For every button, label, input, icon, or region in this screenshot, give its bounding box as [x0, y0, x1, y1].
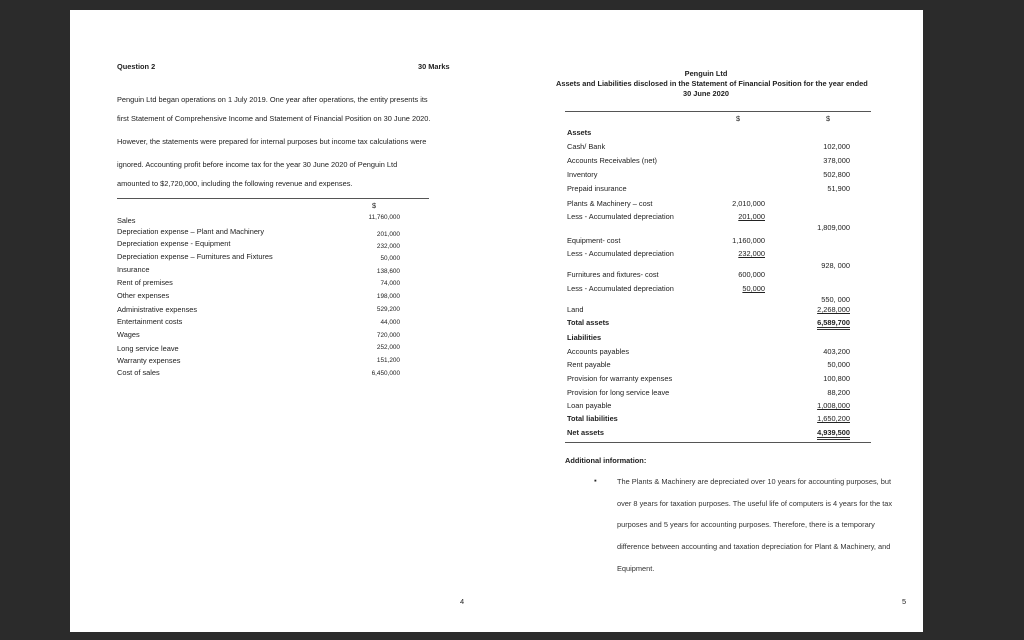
col-header-1: $: [736, 114, 741, 123]
row-value: 232,000: [738, 249, 765, 258]
intro-line-2: first Statement of Comprehensive Income and Statement of Financial Position on 30 June 2020.: [117, 114, 431, 123]
col-header-2: $: [826, 114, 831, 123]
expense-value: 6,450,000: [371, 370, 400, 377]
row-label: Plants & Machinery – cost: [567, 199, 653, 208]
row-value: 50,000: [742, 284, 765, 293]
row-value: 2,010,000: [732, 199, 765, 208]
expense-label: Wages: [117, 330, 140, 339]
row-value: 201,000: [738, 212, 765, 221]
row-value: 1,650,200: [817, 414, 850, 423]
page-4: [70, 10, 496, 632]
document-spread: [70, 10, 923, 632]
page-number: 5: [902, 597, 907, 606]
row-value: 1,809,000: [817, 223, 850, 232]
intro-line-1: Penguin Ltd began operations on 1 July 2019. One year after operations, the entity presents its: [117, 95, 428, 104]
row-value: 502,800: [823, 170, 850, 179]
expense-label: Depreciation expense – Plant and Machinery: [117, 227, 265, 236]
row-value: 102,000: [823, 142, 850, 151]
expense-value: 529,200: [376, 306, 400, 313]
expense-label: Other expenses: [117, 291, 170, 300]
row-label: Net assets: [567, 428, 604, 437]
info-line-2: over 8 years for taxation purposes. The useful life of computers is 4 years for the tax: [617, 499, 893, 508]
expense-value: 252,000: [376, 344, 400, 351]
currency-header: $: [372, 201, 377, 210]
statement-subtitle: Assets and Liabilities disclosed in the Statement of Financial Position for the year ended: [556, 79, 868, 88]
expense-value: 138,600: [376, 268, 400, 275]
intro-line-4: ignored. Accounting profit before income tax for the year 30 June 2020 of Penguin Ltd: [117, 160, 398, 169]
row-value: 928, 000: [821, 261, 850, 270]
row-label: Total liabilities: [567, 414, 618, 423]
expense-label: Long service leave: [117, 344, 179, 353]
total-assets-value: 6,589,700: [796, 318, 850, 327]
expense-label: Administrative expenses: [117, 305, 198, 314]
expense-label: Warranty expenses: [117, 356, 181, 365]
question-label: Question 2: [117, 62, 156, 71]
assets-heading: Assets: [567, 128, 592, 137]
expense-value: 11,760,000: [368, 214, 400, 221]
expense-label: Insurance: [117, 265, 150, 274]
expense-value: 198,000: [376, 293, 400, 300]
company-title: Penguin Ltd: [684, 69, 728, 78]
row-value: 378,000: [823, 156, 850, 165]
row-value: 550, 000: [821, 295, 850, 304]
table-top-rule: [117, 198, 429, 199]
row-label: Prepaid insurance: [567, 184, 627, 193]
row-label: Cash/ Bank: [567, 142, 606, 151]
statement-date: 30 June 2020: [682, 89, 730, 98]
expense-value: 74,000: [380, 280, 400, 287]
row-label: Provision for long service leave: [567, 388, 670, 397]
row-value: 50,000: [827, 360, 850, 369]
row-label: Less - Accumulated depreciation: [567, 212, 674, 221]
expense-label: Depreciation expense - Equipment: [117, 239, 231, 248]
expense-value: 151,200: [376, 357, 400, 364]
net-assets-value: 4,939,500: [796, 428, 850, 437]
expense-label: Depreciation expense – Furnitures and Fixtures: [117, 252, 273, 261]
info-line-4: difference between accounting and taxation depreciation for Plant & Machinery, and: [617, 542, 891, 551]
row-label: Accounts payables: [567, 347, 630, 356]
additional-heading: Additional information:: [565, 456, 647, 465]
expense-label: Cost of sales: [117, 368, 160, 377]
row-label: Accounts Receivables (net): [567, 156, 657, 165]
statement-top-rule: [565, 111, 871, 112]
row-label: Land: [567, 305, 584, 314]
expense-value: 232,000: [376, 243, 400, 250]
intro-line-5: amounted to $2,720,000, including the following revenue and expenses.: [117, 179, 353, 188]
expense-label: Entertainment costs: [117, 317, 183, 326]
row-label: Furnitures and fixtures- cost: [567, 270, 659, 279]
row-label: Less - Accumulated depreciation: [567, 284, 674, 293]
row-label: Less - Accumulated depreciation: [567, 249, 674, 258]
expense-value: 44,000: [380, 319, 400, 326]
info-line-1: The Plants & Machinery are depreciated over 10 years for accounting purposes, but: [617, 477, 892, 486]
info-line-5: Equipment.: [617, 564, 655, 573]
bullet-icon: ▪: [594, 476, 597, 485]
expense-label: Rent of premises: [117, 278, 173, 287]
marks-label: 30 Marks: [418, 62, 450, 71]
page-5: [496, 10, 923, 632]
row-value: 100,800: [823, 374, 850, 383]
page-number: 4: [460, 597, 465, 606]
info-line-3: purposes and 5 years for accounting purposes. Therefore, there is a temporary: [617, 520, 875, 529]
row-label: Loan payable: [567, 401, 612, 410]
row-label: Inventory: [567, 170, 598, 179]
expense-value: 201,000: [376, 231, 400, 238]
row-value: 600,000: [738, 270, 765, 279]
intro-line-3: However, the statements were prepared for internal purposes but income tax calculations were: [117, 137, 427, 146]
row-label: Liabilities: [567, 333, 602, 342]
row-value: 88,200: [827, 388, 850, 397]
statement-bottom-rule: [565, 442, 871, 443]
row-label: Provision for warranty expenses: [567, 374, 673, 383]
row-value: 403,200: [823, 347, 850, 356]
row-label: Total assets: [567, 318, 610, 327]
expense-label: Sales: [117, 216, 136, 225]
row-value: 2,268,000: [817, 305, 850, 314]
expense-value: 50,000: [380, 255, 400, 262]
row-value: 51,900: [827, 184, 850, 193]
row-label: Equipment- cost: [567, 236, 621, 245]
row-value: 1,160,000: [732, 236, 765, 245]
row-label: Rent payable: [567, 360, 611, 369]
row-value: 1,008,000: [817, 401, 850, 410]
expense-value: 720,000: [376, 332, 400, 339]
